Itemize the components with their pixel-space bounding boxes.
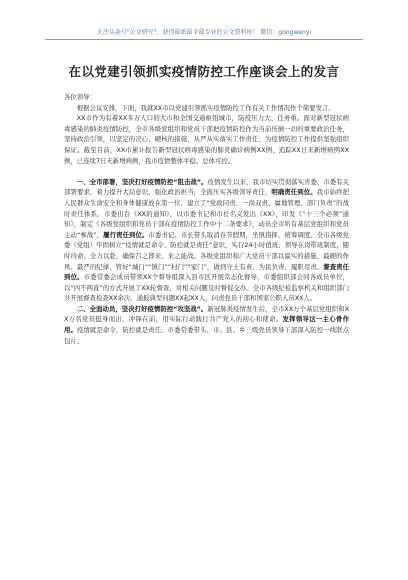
section-1-point-2: 履行责任到位。 — [103, 230, 149, 239]
section-2-heading: 二、全面动员，坚决打好疫情防控“攻坚战”。 — [76, 304, 208, 313]
section-1-point-1: 明确责任到位。 — [271, 188, 317, 197]
section-1-paragraph — [64, 177, 349, 304]
section-1-text: 市委书记、市长带头取消春节假期，坐镇指挥，统筹调度。全市各级党委（党组）牢固树立“疫情就是命令、防控就是责任”意识，实行24小时值班、领导在岗带班制度，随时待命、全力以赴，确保召之即来、来之能战。各级党组织和广大党员干部以最实的措施、最硬的作风、最严的纪律，管好“城门”“镇门”“村门”“家门”，做到守土有责、为民负责、履职尽责。 — [64, 230, 350, 271]
section-1-text: 疫情发生以来，我市切实贯彻落实省委、市委有关部署要求，着力提升大局意识、强化政治担当，全面压实各级领导责任， — [64, 177, 349, 197]
intro-paragraph: 根据会议安排，下面，我就XX市以党建引领抓实疫情防控工作有关工作情况作个简要发言。 — [76, 103, 335, 112]
context-paragraph: XX市作为有着XX多万人口的大市和全国交通枢纽城市，防疫压力大、任务重。面对新型冠状病毒感染的肺炎疫情防控，全市各级党组织和党员干部把疫情防控作为当前压倒一切的重要政治任务，坚持政治引领，以坚定的决心、硬核的措施、从严从实落实工作责任，为疫情防控工作提供坚强组织保证。截至目前，XX市累计报告新型冠状病毒感染的肺炎确诊病例XX例，追踪XX日来新增病例XX例，已连续7日无新增病例，我市疫情整体平稳、总体可控。 — [64, 114, 349, 165]
header-divider — [45, 39, 363, 40]
salutation: 各位领导： — [64, 93, 96, 101]
section-1-point-3: 督查责任到位。 — [64, 262, 349, 282]
header-notice: 关注头条号"公文研究"，获得最新最全最专业的公文资料库！ 微信：gongwenyi — [96, 29, 312, 36]
section-1-text: 市委常委会成员带领XX个督导组深入县市区开展常态化督导，市委组织部会同各成员单位，以“四不两直”的方式开展了XX轮督查，对相关问题及时督促交办。全市各级纪检监察机关和组织部门共开展督查检查XX余次，通报典型问题XX起XX人，问责党员干部和国家公职人员XX人。 — [64, 273, 349, 303]
section-2-paragraph — [64, 304, 349, 346]
section-1-text: 我市始终把人民群众生命安全和身体健康放在第一位，建立了“党政同责、一岗双责、属地管理、部门负责”的战时责任体系。市委出台《XX的通知》，以市委书记和市长名义发出《XX》，印发《“十三个必须”通知》，制定《各级党组织和党员干部在疫情防控工作中十二条要求》，动员全市所有基层党组织和党员主动“参战”， — [64, 188, 350, 239]
section-2-point-1: 发挥领导这一主心骨作用。 — [64, 315, 349, 335]
document-title: 在以党建引领抓实疫情防控工作座谈会上的发言 — [68, 64, 340, 79]
section-1-heading: 一、全市部署，坚决打好疫情防控“阻击战”。 — [76, 177, 208, 186]
section-2-text: 新冠肺炎疫情发生后，全市XX万个基层党组织和XX万名党员挺身而出、冲锋在前，用实际行动践行共产党人的初心和使命。 — [64, 304, 350, 324]
section-2-text: 疫情就是命令，防控就是责任。市委常委带头、市、县、乡三级党员领导干部深入防控一线联点包片、 — [64, 326, 350, 345]
document-body — [64, 92, 349, 346]
